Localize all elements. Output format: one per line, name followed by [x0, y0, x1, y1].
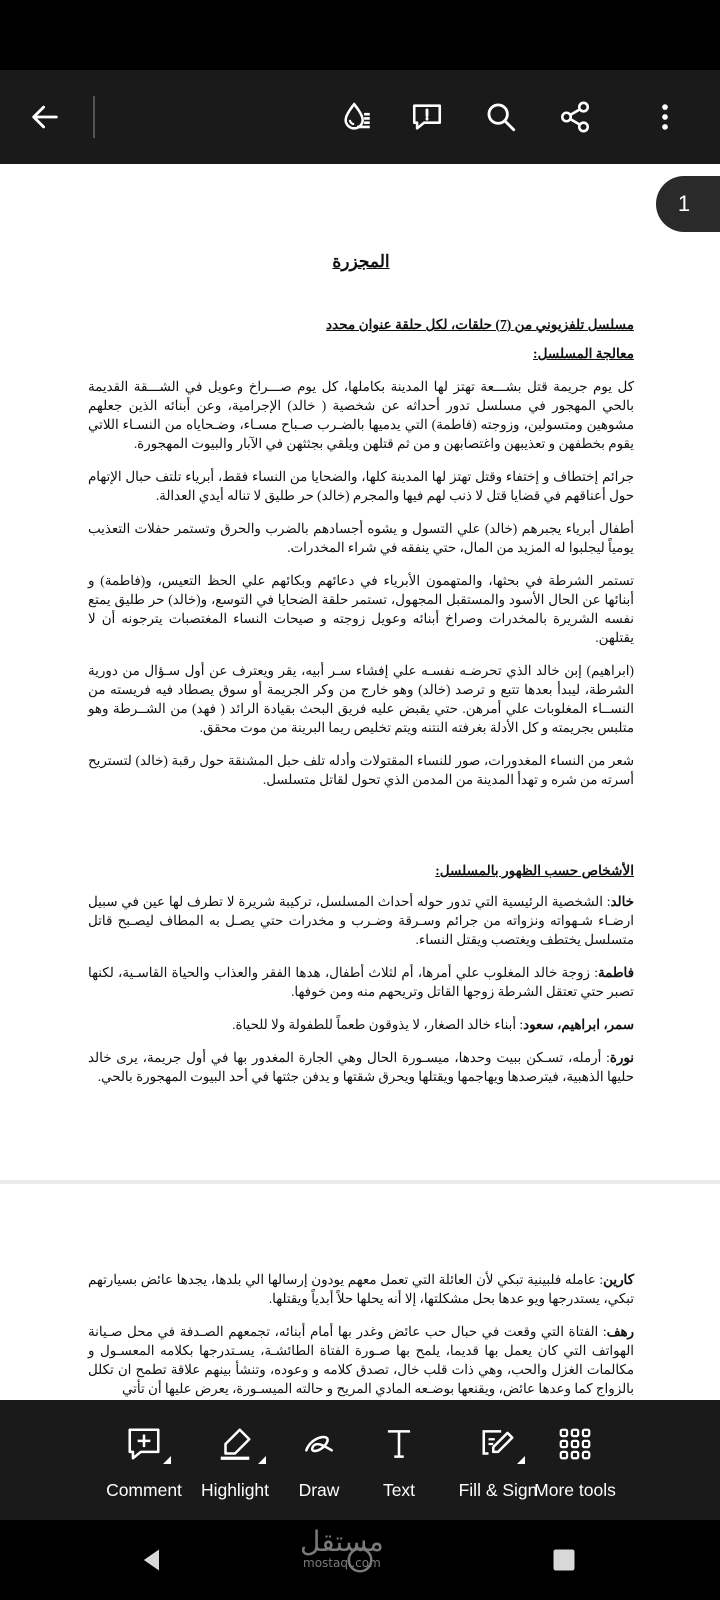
draw-icon — [300, 1425, 338, 1463]
document-subtitle: مسلسل تلفزيوني من (7) حلقات، لكل حلقة عنوان محدد — [326, 317, 634, 332]
character-desc: : الشخصية الرئيسية التي تدور حوله أحداث المسلسل، تركيبة شريرة لا تطرف لها عين في سبيل ارضـاء شـهواته ونزواته من جرائم وسـرقة وضـرب و مخدرات حتي يصـل به المطاف ليصـبح قاتل متسلسل يختطف ويغتصب ويقتل النساء. — [88, 894, 634, 947]
grid-icon — [556, 1425, 594, 1463]
reading-mode-icon — [340, 100, 374, 134]
page-number-indicator: 1 — [656, 176, 720, 232]
character-desc: : أبناء خالد الصغار، لا يذوقون طعماً للطفولة ولا للحياة. — [232, 1017, 524, 1032]
pdf-page-2 — [0, 1184, 720, 1400]
page-2-content — [88, 1270, 634, 1400]
document-viewer[interactable] — [0, 164, 720, 1400]
character-name: خالد — [610, 894, 634, 909]
tool-label: Fill & Sign — [458, 1480, 538, 1500]
back-arrow-icon — [28, 100, 62, 134]
tool-label: Highlight — [200, 1480, 270, 1500]
characters-heading: الأشخاص حسب الظهور بالمسلسل: — [435, 863, 634, 878]
page-1-content — [88, 252, 634, 1100]
character-desc: : الفتاة التي وقعت في حبال حب عائض وغدر بها أمام أبنائه، تجمعهم الصـدفة في محل صـيانة الهواتف التي كان يعمل بها قديما، يلمح بها صـورة الفتاة الطائشـة، يسـتدرجها بكلامه المعسـول و مكالمات الغزل والحب، وهي ذات قلب خال، تصدق كلامه و وعوده، وتنشأ بينهم علاقة تطمح ان تكلل بالزواج كما وعدها عائض، ويقنعها بوضـعه المادي المريح و حالته الميسـورة، يعرض عليها أن تأتي — [88, 1324, 634, 1396]
reading-mode-button[interactable] — [328, 88, 386, 146]
tool-label: Comment — [106, 1480, 182, 1500]
search-icon — [484, 100, 518, 134]
more-options-button[interactable] — [636, 88, 694, 146]
character-desc: : عامله فلبينية تبكي لأن العائلة التي تعمل معهم يودون إرسالها الي بلدها، يجدها عائض بسيارتهم تبكي، يستدرجها ويو عدها بحل مشكلتها، إلا أنه يحلها حلاً أبدياً ويقتلها. — [88, 1272, 634, 1306]
tool-label: Draw — [298, 1480, 340, 1500]
character-entry — [88, 1322, 634, 1398]
document-title: المجزرة — [332, 252, 390, 271]
character-name: سمر، ابراهيم، سعود — [523, 1017, 634, 1032]
more-tools-button[interactable] — [520, 1422, 630, 1501]
paragraph: أطفال أبرياء يجبرهم (خالد) علي التسول و يشوه أجسادهم بالضرب والحرق وتستمر حفلات التعذيب يومياً ليجلبوا له المزيد من المال، حتي ينفقه في شراء المخدرات. — [88, 521, 634, 555]
paragraph: كل يوم جريمة قتل بشـــعة تهتز لها المدينة بكاملها، كل يوم صـــراخ وعويل في الشـــقة القديمة بالحي المهجور في مسلسل تدور أحداثه عن شخصية ( خالد) الإجرامية، وعن أبنائه الذين جعلهم مشوهين ومتسولين، وزوجته (فاطمة) التي يدميها بالضـرب صـباح مسـاء، وضـحاياه من النسـاء اللاتي يقوم بخطفهن و تعذيبهن واغتصابهن و من ثم قتلهن ويلقي بجثثهن في الآبار والبيوت المهجورة. — [88, 379, 634, 451]
nav-back-button[interactable] — [128, 1536, 176, 1584]
character-entry — [88, 1048, 634, 1086]
system-nav-bar — [0, 1520, 720, 1600]
tool-label: More tools — [534, 1480, 616, 1500]
top-toolbar — [0, 70, 720, 164]
text-icon — [380, 1425, 418, 1463]
watermark-logo — [300, 1526, 384, 1570]
toolbar-divider — [93, 96, 95, 138]
share-icon — [558, 100, 592, 134]
character-entry — [88, 1015, 634, 1034]
fill-sign-icon — [479, 1425, 517, 1463]
watermark-latin: mostaql.com — [303, 1556, 381, 1570]
more-vert-icon — [648, 100, 682, 134]
recents-square-icon — [550, 1546, 578, 1574]
character-entry — [88, 892, 634, 949]
highlighter-icon — [216, 1425, 254, 1463]
comment-bubble-icon — [410, 100, 444, 134]
tool-label: Text — [382, 1480, 416, 1500]
watermark-arabic: مستقل — [300, 1525, 384, 1558]
character-name: نورة — [609, 1050, 634, 1065]
paragraph: شعر من النساء المغدورات، صور للنساء المقتولات وأدله تلف حبل المشنقة حول رقبة (خالد) لتستريح أسرته من شره و تهدأ المدينة من المدمن الذي تحول لقاتل متسلسل. — [88, 753, 634, 787]
paragraph: جرائم إختطاف و إختفاء وقتل تهتز لها المدينة كلها، والضحايا من النساء فقط، أبرياء تلتف حبال الإتهام حول أعناقهم في قضايا قتل لا ذنب لهم فيها والمجرم (خالد) حر طليق لا تناله أيدي العدالة. — [88, 469, 634, 503]
search-button[interactable] — [472, 88, 530, 146]
character-desc: : أرمله، تسـكن ببيت وحدها، ميسـورة الحال وهي الجارة المغدور بها في أول جريمة، يرى خالد حليها الذهبية، فيترصدها ويهاجمها ويقتلها ويحرق شقتها و يدفن جثتها في أحد البيوت المهجورة بالحي. — [88, 1050, 634, 1084]
character-name: كارين — [603, 1272, 634, 1287]
comment-mode-button[interactable] — [398, 88, 456, 146]
add-comment-icon — [125, 1425, 163, 1463]
character-desc: : زوجة خالد المغلوب علي أمرها، أم لثلاث أطفال، هدها الفقر والعذاب والحياة القاسـية، لكنها تصبر حتي تعتقل الشرطة زوجها القاتل وتريحهم منه ومن خوفها. — [88, 965, 634, 999]
character-name: فاطمة — [597, 965, 634, 980]
back-button[interactable] — [16, 88, 74, 146]
status-bar — [0, 0, 720, 70]
character-entry — [88, 1270, 634, 1308]
nav-recents-button[interactable] — [540, 1536, 588, 1584]
share-button[interactable] — [546, 88, 604, 146]
character-entry — [88, 963, 634, 1001]
back-triangle-icon — [138, 1546, 166, 1574]
text-tool-button[interactable] — [344, 1422, 454, 1501]
paragraph: تستمر الشرطة في بحثها، والمتهمون الأبرياء في دعائهم وبكائهم علي الحظ التعيس، و(فاطمة) و أبنائها عن الحال الأسود والمستقبل المجهول، تستمر حلقة الضحايا في التوسع، و(خالد) حر طليق يمتع نفسه الشريرة بالمخدرات وصراخ أبنائه وعويل زوجته و صيحات النساء المغتصبات يترجونه أن لا يقتلهن. — [88, 573, 634, 645]
paragraph: (ابراهيم) إبن خالد الذي تحرضـه نفسـه علي إفشاء سـر أبيه، يقر ويعترف عن أول سـؤال من دورية الشرطة، ليبدأ بعدها تتبع و ترصد (خالد) وهو خارج من وكر الجريمة أو سوق يصطاد فيه فريسته من النســاء المغلوبات علي أمرهن. حتي يقبض عليه فريق البحث بقيادة الرائد ( فهد) من الشــرطة وهو متلبس بجريمته و كل الأدلة بغرفته النتنه ويتم تخليص ريما البرينة من موت محقق. — [88, 663, 634, 735]
treatment-heading: معالجة المسلسل: — [533, 346, 634, 361]
character-name: رهف — [606, 1324, 634, 1339]
pdf-page-1 — [0, 164, 720, 1180]
bottom-toolbar — [0, 1400, 720, 1520]
